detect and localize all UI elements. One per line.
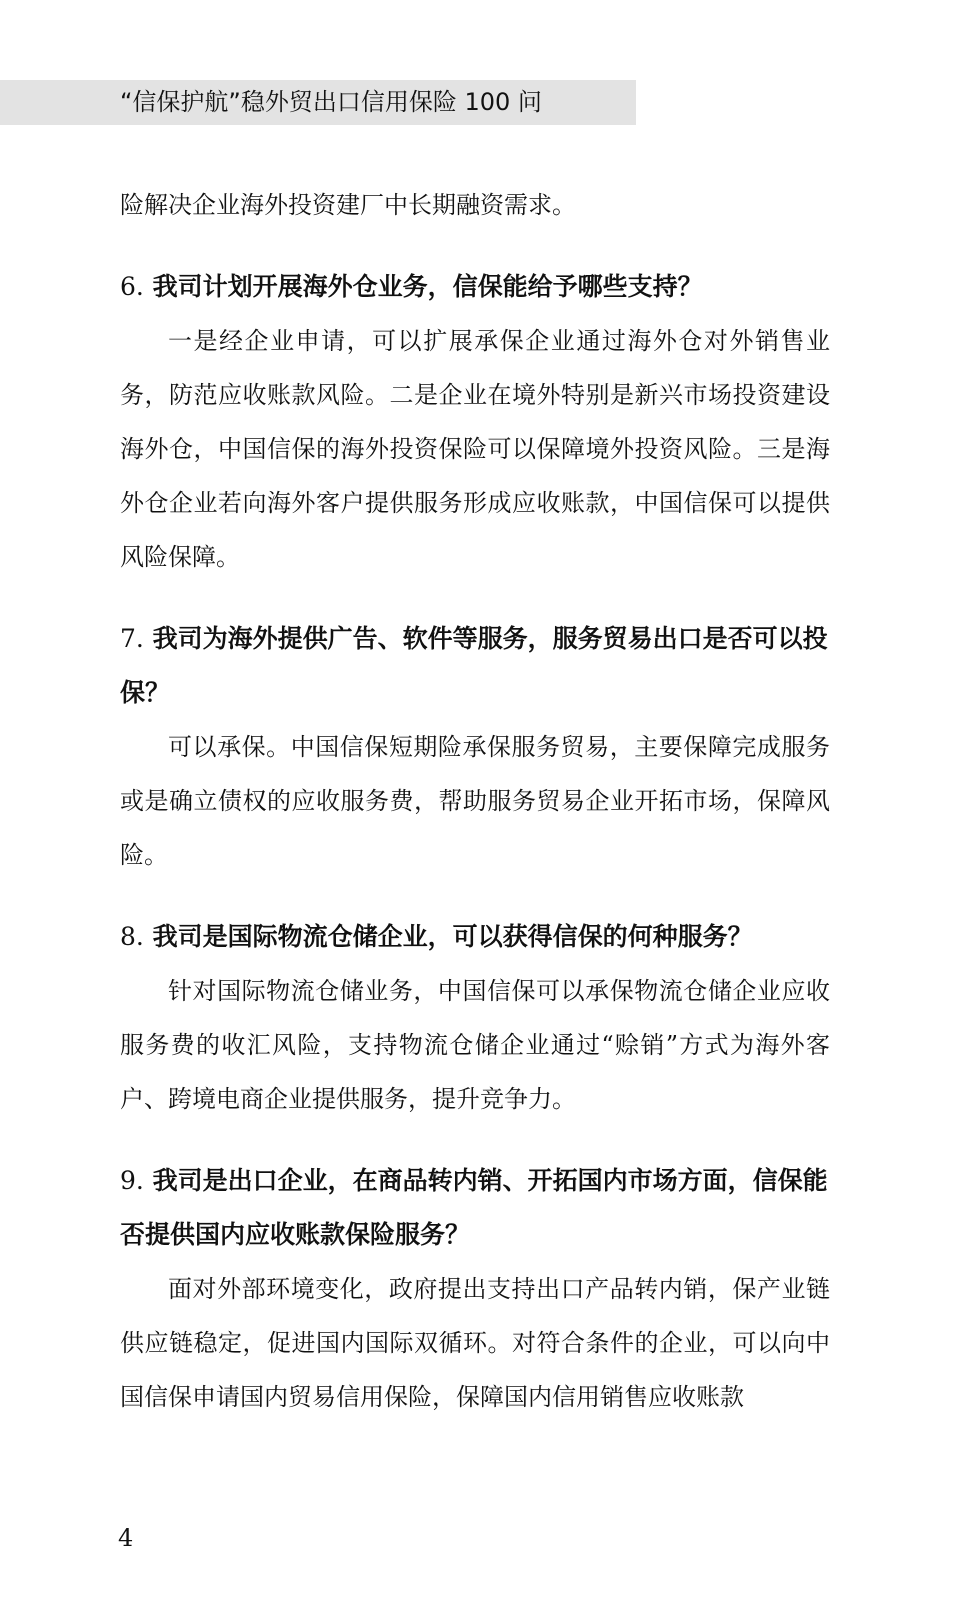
page-content xyxy=(120,178,830,1424)
spacer xyxy=(120,584,830,612)
answer-8: 针对国际物流仓储业务，中国信保可以承保物流仓储企业应收服务费的收汇风险，支持物流仓储企业通过“赊销”方式为海外客户、跨境电商企业提供服务，提升竞争力。 xyxy=(120,977,830,1113)
spacer xyxy=(120,1126,830,1154)
answer-6: 一是经企业申请，可以扩展承保企业通过海外仓对外销售业务，防范应收账款风险。二是企业在境外特别是新兴市场投资建设海外仓，中国信保的海外投资保险可以保障境外投资风险。三是海外仓企业若向海外客户提供服务形成应收账款，中国信保可以提供风险保障。 xyxy=(120,327,830,571)
question-6 xyxy=(120,260,830,314)
question-number: 7. xyxy=(120,624,144,653)
question-9 xyxy=(120,1154,830,1262)
question-8 xyxy=(120,910,830,964)
answer-9: 面对外部环境变化，政府提出支持出口产品转内销，保产业链供应链稳定，促进国内国际双循环。对符合条件的企业，可以向中国信保申请国内贸易信用保险，保障国内信用销售应收账款 xyxy=(120,1275,830,1411)
page-number: 4 xyxy=(118,1524,134,1552)
question-number: 8. xyxy=(120,922,144,951)
question-7 xyxy=(120,612,830,720)
question-text: 我司计划开展海外仓业务，信保能给予哪些支持？ xyxy=(152,272,703,301)
question-text: 我司是国际物流仓储企业，可以获得信保的何种服务？ xyxy=(152,922,753,951)
question-number: 6. xyxy=(120,272,144,301)
question-text: 我司是出口企业，在商品转内销、开拓国内市场方面，信保能否提供国内应收账款保险服务？ xyxy=(120,1166,828,1249)
question-text: 我司为海外提供广告、软件等服务，服务贸易出口是否可以投保？ xyxy=(120,624,828,707)
spacer xyxy=(120,232,830,260)
running-header-title: “信保护航”稳外贸出口信用保险 100 问 xyxy=(120,88,542,116)
spacer xyxy=(120,882,830,910)
question-number: 9. xyxy=(120,1166,144,1195)
answer-7: 可以承保。中国信保短期险承保服务贸易，主要保障完成服务或是确立债权的应收服务费，帮助服务贸易企业开拓市场，保障风险。 xyxy=(120,733,830,869)
intro-paragraph: 险解决企业海外投资建厂中长期融资需求。 xyxy=(120,191,576,219)
